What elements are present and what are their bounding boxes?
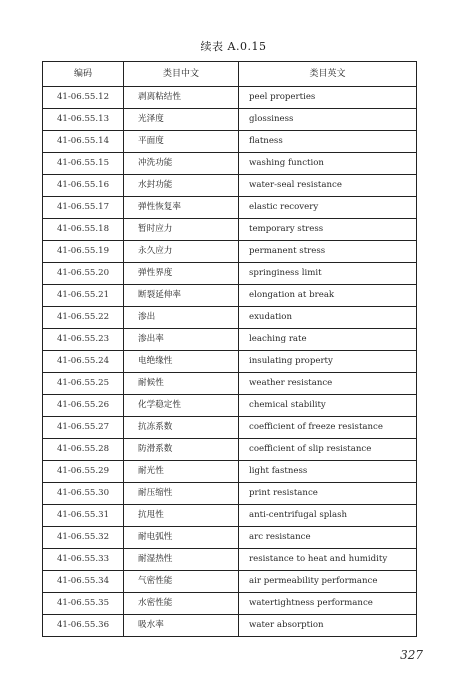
chinese-cell: 弹性界度 (124, 263, 239, 285)
code-cell: 41-06.55.26 (43, 395, 124, 417)
table-row (43, 395, 417, 417)
english-cell: light fastness (239, 461, 417, 483)
english-cell: springiness limit (239, 263, 417, 285)
english-cell: arc resistance (239, 527, 417, 549)
english-cell: insulating property (239, 351, 417, 373)
english-cell: peel properties (239, 87, 417, 109)
code-cell: 41-06.55.23 (43, 329, 124, 351)
chinese-cell: 抗甩性 (124, 505, 239, 527)
english-cell: temporary stress (239, 219, 417, 241)
table-row (43, 505, 417, 527)
table-row (43, 439, 417, 461)
code-cell: 41-06.55.25 (43, 373, 124, 395)
english-cell: weather resistance (239, 373, 417, 395)
chinese-cell: 暂时应力 (124, 219, 239, 241)
table-row (43, 571, 417, 593)
code-cell: 41-06.55.16 (43, 175, 124, 197)
chinese-cell: 电绝缘性 (124, 351, 239, 373)
english-cell: air permeability performance (239, 571, 417, 593)
header-chinese-name: 类目中文 (124, 62, 239, 87)
english-cell: washing function (239, 153, 417, 175)
english-cell: resistance to heat and humidity (239, 549, 417, 571)
chinese-cell: 吸水率 (124, 615, 239, 637)
page-title: 续表 A.0.15 (200, 40, 267, 53)
table-row (43, 483, 417, 505)
table-row (43, 285, 417, 307)
table-row (43, 593, 417, 615)
chinese-cell: 冲洗功能 (124, 153, 239, 175)
code-cell: 41-06.55.33 (43, 549, 124, 571)
table-row (43, 527, 417, 549)
english-cell: flatness (239, 131, 417, 153)
code-cell: 41-06.55.32 (43, 527, 124, 549)
chinese-cell: 平面度 (124, 131, 239, 153)
chinese-cell: 水密性能 (124, 593, 239, 615)
code-cell: 41-06.55.30 (43, 483, 124, 505)
chinese-cell: 剥离粘结性 (124, 87, 239, 109)
table-row (43, 219, 417, 241)
english-cell: water-seal resistance (239, 175, 417, 197)
page-number: 327 (400, 648, 423, 662)
chinese-cell: 气密性能 (124, 571, 239, 593)
chinese-cell: 耐电弧性 (124, 527, 239, 549)
table-row (43, 549, 417, 571)
code-cell: 41-06.55.29 (43, 461, 124, 483)
header-code: 编码 (43, 62, 124, 87)
chinese-cell: 光泽度 (124, 109, 239, 131)
chinese-cell: 耐压缩性 (124, 483, 239, 505)
code-cell: 41-06.55.19 (43, 241, 124, 263)
english-cell: print resistance (239, 483, 417, 505)
english-cell: anti-centrifugal splash (239, 505, 417, 527)
table-row (43, 461, 417, 483)
english-cell: permanent stress (239, 241, 417, 263)
chinese-cell: 永久应力 (124, 241, 239, 263)
table-row (43, 329, 417, 351)
english-cell: glossiness (239, 109, 417, 131)
code-cell: 41-06.55.13 (43, 109, 124, 131)
header-english-name: 类目英文 (239, 62, 417, 87)
chinese-cell: 水封功能 (124, 175, 239, 197)
english-cell: leaching rate (239, 329, 417, 351)
english-cell: exudation (239, 307, 417, 329)
code-cell: 41-06.55.20 (43, 263, 124, 285)
code-cell: 41-06.55.36 (43, 615, 124, 637)
table-row (43, 109, 417, 131)
chinese-cell: 弹性恢复率 (124, 197, 239, 219)
code-cell: 41-06.55.15 (43, 153, 124, 175)
code-cell: 41-06.55.18 (43, 219, 124, 241)
table-row (43, 307, 417, 329)
table-row (43, 615, 417, 637)
code-cell: 41-06.55.22 (43, 307, 124, 329)
table-row (43, 373, 417, 395)
code-cell: 41-06.55.14 (43, 131, 124, 153)
chinese-cell: 抗冻系数 (124, 417, 239, 439)
classification-table (42, 61, 417, 637)
code-cell: 41-06.55.24 (43, 351, 124, 373)
code-cell: 41-06.55.31 (43, 505, 124, 527)
chinese-cell: 防滑系数 (124, 439, 239, 461)
english-cell: water absorption (239, 615, 417, 637)
table-row (43, 87, 417, 109)
chinese-cell: 耐光性 (124, 461, 239, 483)
table-row (43, 131, 417, 153)
english-cell: watertightness performance (239, 593, 417, 615)
table-row (43, 263, 417, 285)
code-cell: 41-06.55.27 (43, 417, 124, 439)
chinese-cell: 渗出 (124, 307, 239, 329)
table-row (43, 417, 417, 439)
chinese-cell: 化学稳定性 (124, 395, 239, 417)
english-cell: chemical stability (239, 395, 417, 417)
table-row (43, 175, 417, 197)
table-row (43, 153, 417, 175)
chinese-cell: 断裂延伸率 (124, 285, 239, 307)
chinese-cell: 耐候性 (124, 373, 239, 395)
english-cell: elastic recovery (239, 197, 417, 219)
table-header-row (43, 62, 417, 87)
code-cell: 41-06.55.17 (43, 197, 124, 219)
chinese-cell: 耐湿热性 (124, 549, 239, 571)
english-cell: coefficient of slip resistance (239, 439, 417, 461)
english-cell: coefficient of freeze resistance (239, 417, 417, 439)
table-body (43, 87, 417, 637)
code-cell: 41-06.55.35 (43, 593, 124, 615)
table-row (43, 197, 417, 219)
chinese-cell: 渗出率 (124, 329, 239, 351)
code-cell: 41-06.55.28 (43, 439, 124, 461)
code-cell: 41-06.55.12 (43, 87, 124, 109)
code-cell: 41-06.55.21 (43, 285, 124, 307)
code-cell: 41-06.55.34 (43, 571, 124, 593)
english-cell: elongation at break (239, 285, 417, 307)
table-row (43, 351, 417, 373)
table-row (43, 241, 417, 263)
